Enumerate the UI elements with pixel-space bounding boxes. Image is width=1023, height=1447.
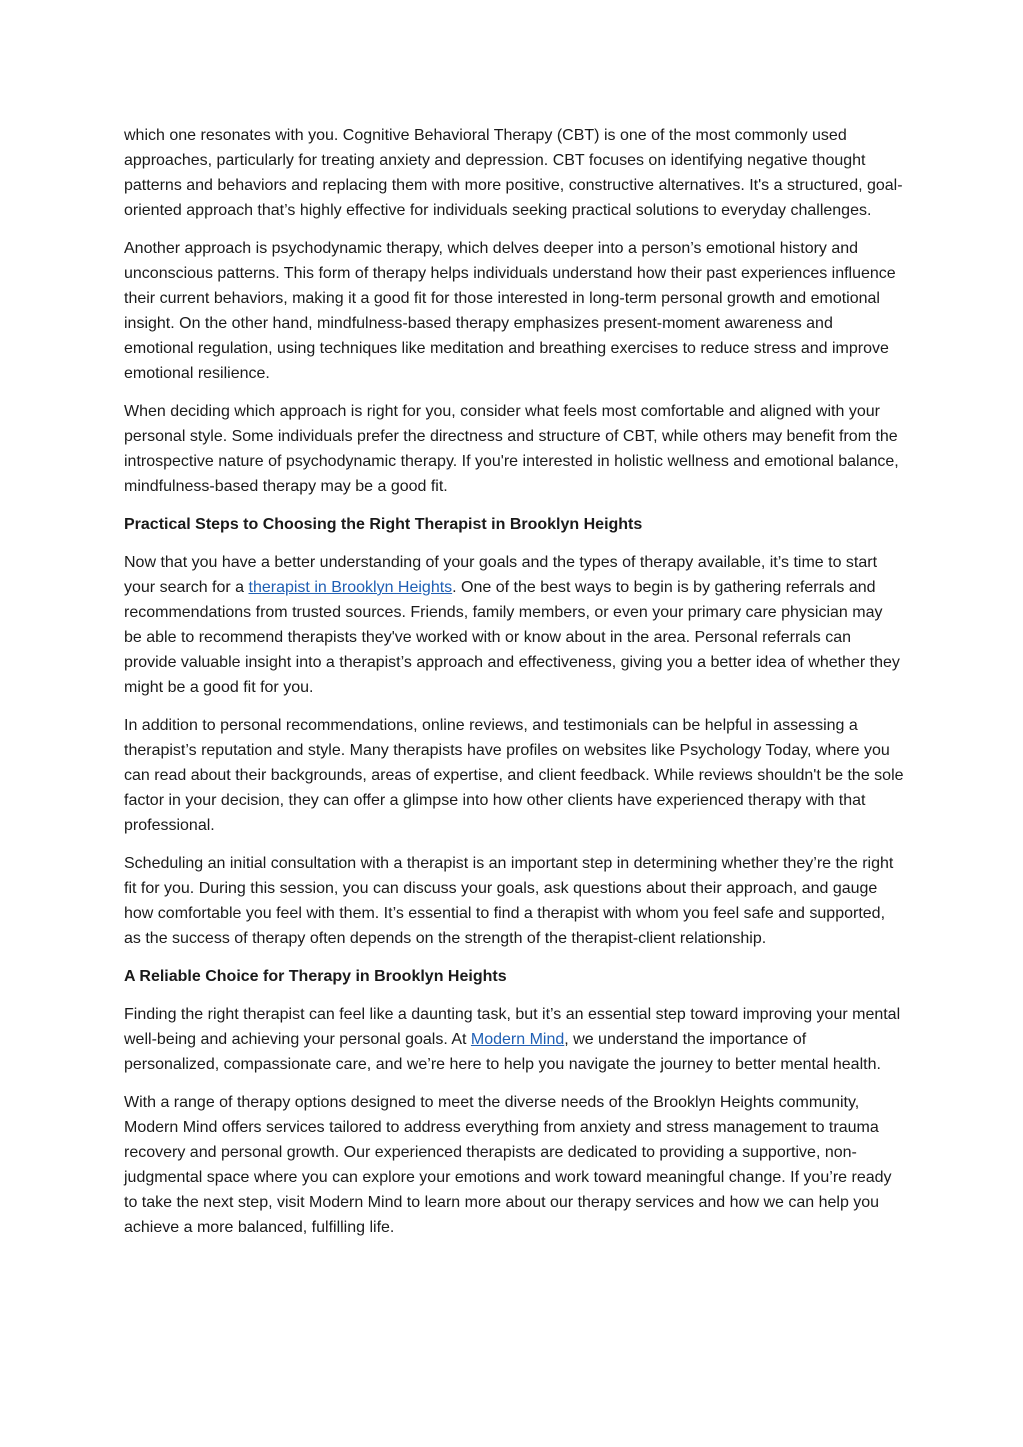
paragraph-cbt: which one resonates with you. Cognitive Behavioral Therapy (CBT) is one of the most commonly used approaches, particularly for treating anxiety and depression. CBT focuses on identifying negative thought patterns and behaviors and replacing them with more positive, constructive alternatives. It's a structured, goal-oriented approach that’s highly effective for individuals seeking practical solutions to everyday challenges.: [124, 127, 903, 219]
paragraph-text: , we understand the importance of personalized, compassionate care, and we’re here to help you navigate the journey to better mental health.: [124, 1031, 881, 1073]
paragraph-text: . One of the best ways to begin is by gathering referrals and recommendations from trusted sources. Friends, family members, or even your primary care physician may be able to recommend therapists they've worked with or know about in the area. Personal referrals can provide valuable insight into a therapist’s approach and effectiveness, giving you a better idea of whether they might be a good fit for you.: [124, 579, 900, 696]
modern-mind-link[interactable]: Modern Mind: [470, 1031, 565, 1048]
paragraph-text: Finding the right therapist can feel like a daunting task, but it’s an essential step toward improving your mental well-being and achieving your personal goals. At: [124, 1006, 901, 1048]
therapist-brooklyn-heights-link[interactable]: therapist in Brooklyn Heights: [248, 579, 453, 596]
paragraph-therapy-options: With a range of therapy options designed to meet the diverse needs of the Brooklyn Heights community, Modern Mind offers services tailored to address everything from anxiety and stress management to trauma recovery and personal growth. Our experienced therapists are dedicated to providing a supportive, non-judgmental space where you can explore your emotions and work toward meaningful change. If you’re ready to take the next step, visit Modern Mind to learn more about our therapy services and how we can help you achieve a more balanced, fulfilling life.: [124, 1094, 892, 1236]
paragraph-text: Now that you have a better understanding of your goals and the types of therapy available, it’s time to start your search for a: [124, 554, 878, 596]
paragraph-consultation: Scheduling an initial consultation with a therapist is an important step in determining whether they’re the right fit for you. During this session, you can discuss your goals, ask questions about their approach, and gauge how comfortable you feel with them. It’s essential to find a therapist with whom you feel safe and supported, as the success of therapy often depends on the strength of the therapist-client relationship.: [124, 855, 894, 947]
paragraph-referrals: [124, 550, 904, 700]
heading-practical-steps: Practical Steps to Choosing the Right Therapist in Brooklyn Heights: [124, 516, 643, 533]
paragraph-online-reviews: In addition to personal recommendations, online reviews, and testimonials can be helpful in assessing a therapist’s reputation and style. Many therapists have profiles on websites like Psychology Today, where you can read about their backgrounds, areas of expertise, and client feedback. While reviews shouldn't be the sole factor in your decision, they can offer a glimpse into how other clients have experienced therapy with that professional.: [124, 717, 904, 834]
paragraph-finding-therapist: [124, 1002, 904, 1077]
document-body: [124, 123, 904, 1253]
heading-reliable-choice: A Reliable Choice for Therapy in Brooklyn Heights: [124, 968, 507, 985]
paragraph-deciding-approach: When deciding which approach is right for you, consider what feels most comfortable and aligned with your personal style. Some individuals prefer the directness and structure of CBT, while others may benefit from the introspective nature of psychodynamic therapy. If you're interested in holistic wellness and emotional balance, mindfulness-based therapy may be a good fit.: [124, 403, 899, 495]
paragraph-psychodynamic: Another approach is psychodynamic therapy, which delves deeper into a person’s emotional history and unconscious patterns. This form of therapy helps individuals understand how their past experiences influence their current behaviors, making it a good fit for those interested in long-term personal growth and emotional insight. On the other hand, mindfulness-based therapy emphasizes present-moment awareness and emotional regulation, using techniques like meditation and breathing exercises to reduce stress and improve emotional resilience.: [124, 240, 896, 382]
